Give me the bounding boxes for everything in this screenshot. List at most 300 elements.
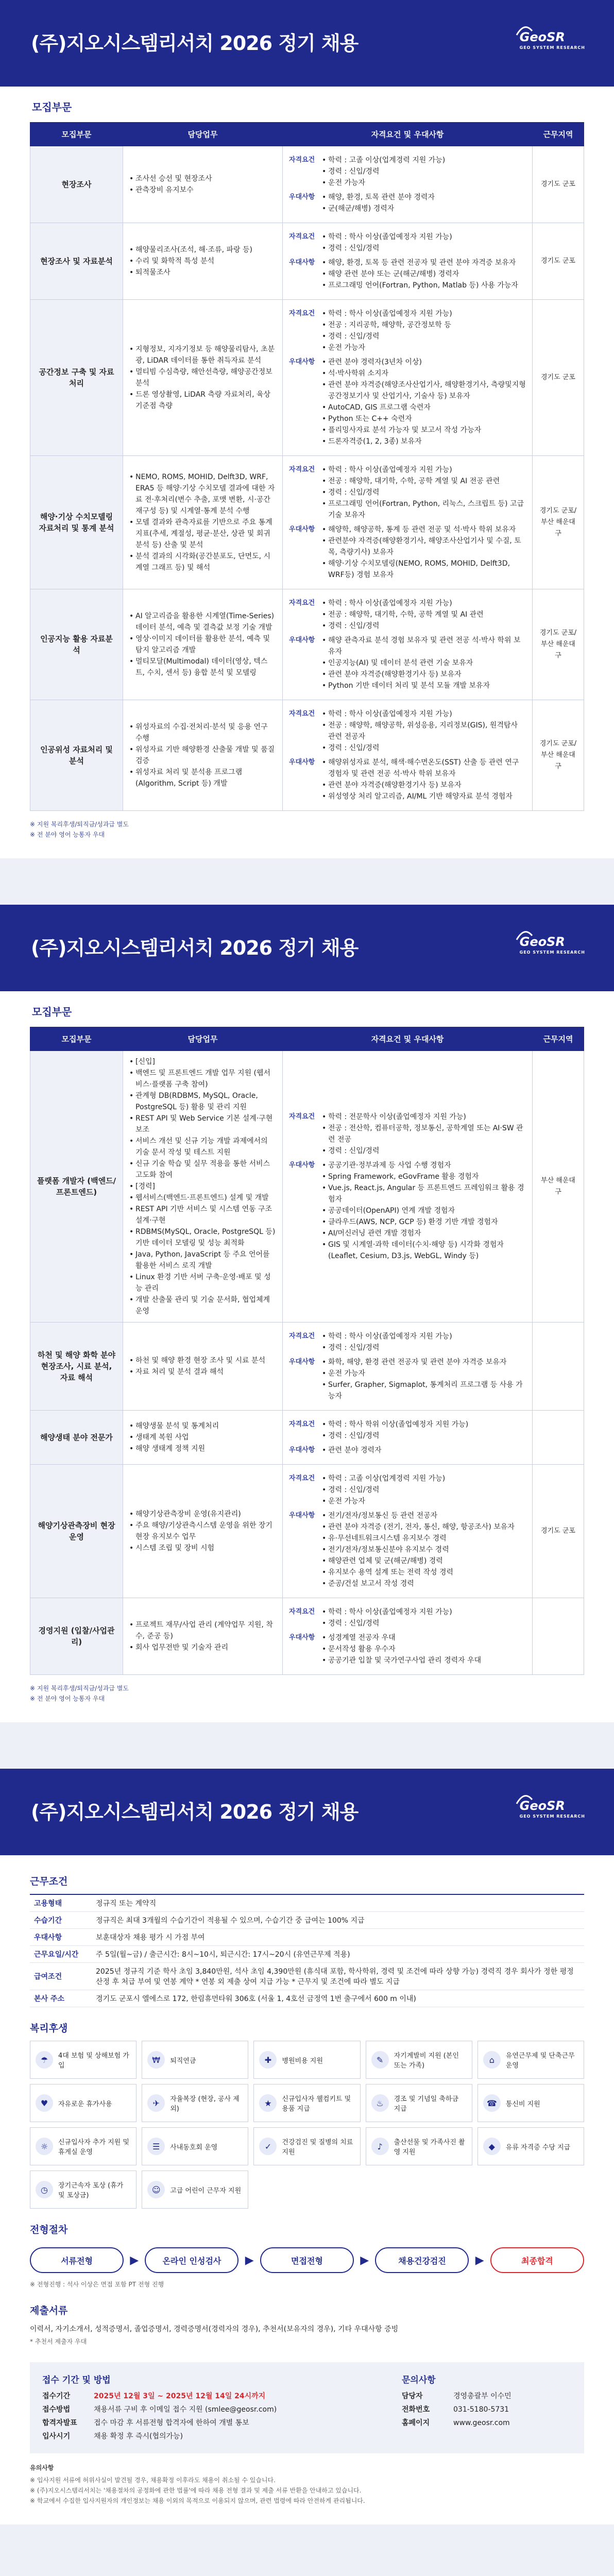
welfare-item [142,2127,248,2165]
pref-list [322,1632,481,1666]
dept-cell: 해양기상관측장비 현장운영 [30,1465,123,1598]
pref-item: • Surfer, Grapher, Sigmaplot, 통계처리 프로그램 등 사용 가능자 [322,1379,526,1402]
welfare-icon: ₩ [147,2051,165,2069]
condition-value: 정규직은 최대 3개월의 수습기간이 적용될 수 있으며, 수습기간 중 급여는 100% 지급 [92,1912,584,1929]
pref-list [322,357,526,447]
req-item: • 학력 : 학사 이상(졸업예정자 지원 가능) [322,598,484,609]
duty-cell [123,1323,283,1411]
welfare-item [477,2041,584,2079]
condition-key: 본사 주소 [30,1990,92,2007]
duty-list [129,344,276,412]
documents-note: * 추천서 제출자 우대 [30,2338,87,2345]
arrow-right-icon: ▶ [475,2253,484,2267]
req-item: • 학력 : 학사 이상(졸업예정자 지원 가능) [322,231,452,243]
welfare-item [366,2127,472,2165]
pref-item: • 공공데이터(OpenAPI) 연계 개발 경험자 [322,1205,526,1216]
req-item: • 학력 : 학사 이상(졸업예정자 지원 가능) [322,1606,452,1618]
contact-key: 홈페이지 [402,2419,430,2427]
logo-subtext: GEO SYSTEM RESEARCH [519,950,585,955]
contact-row [402,2389,572,2403]
table-row [30,589,584,700]
process-flow [30,2242,584,2276]
pref-list [322,1510,515,1589]
condition-row [30,1894,584,1912]
dept-cell: 해양·기상 수치모델링 자료처리 및 통계 분석 [30,456,123,589]
col-qual: 자격요건 및 우대사항 [283,1027,533,1051]
duty-item: • 서비스 개선 및 신규 기능 개발 과제에서의 기술 문서 작성 및 테스트 지원 [129,1136,276,1158]
dept-cell: 플랫폼 개발자 (백엔드/프론트엔드) [30,1051,123,1323]
duty-cell [123,456,283,589]
req-list [322,231,452,254]
welfare-label: 신규입사자 웰컴키트 및 용품 지급 [282,2095,351,2113]
pref-item: • Vue.js, React.js, Angular 등 프론트엔드 프레임워크 활용 경험자 [322,1182,526,1205]
req-group [289,231,526,254]
welfare-label: 유류 자격증 수당 지급 [505,2143,571,2151]
pref-item: • 해양·기상 수치모델링(NEMO, ROMS, MOHID, Delft3D, WRF등) 경험 보유자 [322,558,526,581]
page-title: (주)지오시스템리서치 2026 정기 채용 [31,1801,359,1823]
pref-tag: 우대사항 [289,1161,315,1169]
welfare-label: 경조 및 기념일 축하금 지급 [394,2095,459,2113]
welfare-icon: ✈ [147,2094,165,2112]
condition-row [30,1990,584,2007]
condition-value: 경기도 군포시 엘에스로 172, 한림휴먼타워 306호 (서울 1, 4호선 금정역 1번 출구에서 600 m 이내) [92,1990,584,2007]
apply-key: 입사시기 [42,2432,71,2441]
duty-list [129,1420,276,1454]
welfare-item [366,2084,472,2122]
welfare-label: 자유로운 휴가사용 [58,2100,112,2108]
condition-row [30,1963,584,1990]
welfare-item [253,2127,360,2165]
pref-item: • Spring Framework, eGovFrame 활용 경험자 [322,1171,526,1182]
apply-contact-box [30,2362,584,2453]
section-title-conditions: 근무조건 [30,1876,68,1887]
page-gap [0,1722,614,1769]
section-title-welfare: 복리후생 [30,2023,68,2034]
welfare-label: 출산선물 및 가족사진 촬영 지원 [394,2139,465,2156]
qual-cell [283,300,533,456]
process-step: 면접전형 [260,2247,354,2273]
req-tag: 자격요건 [289,710,315,718]
duty-item: • [신입] [129,1056,276,1067]
welfare-item [366,2041,472,2079]
apply-row [42,2416,391,2430]
table-row [30,456,584,589]
dept-cell: 인공위성 자료처리 및 분석 [30,700,123,811]
qual-cell [283,456,533,589]
pref-item: • 해양위성자료 분석, 해색·해수면온도(SST) 산출 등 관련 연구 경험자 및 관련 전공 석·박사 학위 보유자 [322,757,526,779]
note-line: ※ 전 분야 영어 능통자 우대 [30,831,105,838]
apply-value: 접수 마감 후 서류전형 합격자에 한하여 개별 통보 [94,2419,249,2427]
welfare-icon: ♪ [371,2138,389,2155]
qual-cell [283,1323,533,1411]
req-tag: 자격요건 [289,1113,315,1121]
dept-cell: 하천 및 해양 화학 분야 현장조사, 시료 분석, 자료 해석 [30,1323,123,1411]
duty-item: • 프로젝트 재무/사업 관리 (계약업무 지원, 착수, 준공 등) [129,1619,276,1642]
welfare-item [477,2127,584,2165]
pref-item: • 전기/전자/정보통신분야 유지보수 경력 [322,1544,515,1555]
welfare-label: 병원비용 지원 [282,2057,323,2065]
header-banner [0,1769,614,1855]
pref-item: • 해양관련 업체 및 군(해군/해병) 경력 [322,1555,515,1567]
req-item: • 경력 : 신입/경력 [322,620,484,632]
apply-row [42,2403,391,2416]
welfare-label: 퇴직연금 [170,2057,196,2065]
section-title-process: 전형절차 [30,2224,68,2235]
pref-tag: 우대사항 [289,358,315,366]
col-dept: 모집부문 [30,123,123,146]
req-group [289,598,526,632]
req-item: • 경력 : 신입/경력 [322,487,526,498]
logo-arc-icon [516,1793,533,1806]
req-list [322,464,526,521]
pref-tag: 우대사항 [289,1358,315,1366]
welfare-icon: ☼ [36,2138,53,2155]
pref-group [289,757,526,802]
loc-cell: 경기도 군포 [533,223,584,300]
recruit-table-2 [30,1027,584,1675]
condition-key: 우대사항 [30,1929,92,1946]
req-item: • 운전 가능자 [322,177,445,189]
apply-key: 접수방법 [42,2405,71,2414]
welfare-item [30,2171,137,2209]
duty-cell [123,589,283,700]
loc-cell: 경기도 군포 [533,1465,584,1598]
qual-cell [283,223,533,300]
col-qual: 자격요건 및 우대사항 [283,123,533,146]
condition-key: 급여조건 [30,1963,92,1990]
duty-cell [123,1598,283,1675]
req-item: • 경력 : 신입/경력 [322,166,445,177]
duty-cell [123,1411,283,1465]
loc-cell: 경기도 군포 [533,300,584,456]
note-line: ※ 지원 복리후생/퇴직금/성과급 별도 [30,821,129,828]
duty-item: • 지형정보, 지자기정보 등 해양물리탐사, 초분광, LiDAR 데이터를 통한 취득자료 분석 [129,344,276,366]
req-group [289,1606,526,1629]
req-list [322,598,484,632]
req-item: • 학력 : 고졸 이상(업계경력 지원 가능) [322,1473,445,1484]
pref-group [289,524,526,581]
pref-group [289,257,526,291]
loc-cell: 경기도 군포/ 부산 해운대구 [533,456,584,589]
pref-tag: 우대사항 [289,1512,315,1519]
company-logo [520,935,585,955]
welfare-item [30,2127,137,2165]
welfare-item [30,2084,137,2122]
pref-item: • 전기/전자/정보통신 등 관련 전공자 [322,1510,515,1521]
pref-group [289,1445,526,1456]
req-item: • 경력 : 신입/경력 [322,1145,526,1157]
duty-item: • 조사선 승선 및 현장조사 [129,173,276,184]
dept-cell: 현장조사 및 자료분석 [30,223,123,300]
duty-item: • 수리 및 화학적 특성 분석 [129,256,276,267]
apply-value: 채용서류 구비 후 이메일 접수 지원 (smlee@geosr.com) [94,2405,277,2414]
req-item: • 전공 : 해양학, 대기학, 수학, 공학 계열 및 AI 전공 관련 [322,476,526,487]
req-list [322,1331,452,1353]
duty-list [129,244,276,278]
pref-list [322,257,518,291]
duty-list [129,1355,276,1378]
apply-key: 합격자발표 [42,2419,77,2427]
table-row [30,1323,584,1411]
process-step: 온라인 인성검사 [145,2247,238,2273]
pref-item: • 유지보수 용역 설계 또는 전력 작성 경력 [322,1567,515,1578]
page-title: (주)지오시스템리서치 2026 정기 채용 [31,937,359,959]
welfare-label: 자율복장 (현장, 공사 제외) [170,2095,240,2113]
pref-group [289,192,526,214]
req-tag: 자격요건 [289,1332,315,1340]
section-title-recruit: 모집부문 [32,101,72,113]
pref-item: • 관련 분야 경력자(3년차 이상) [322,357,526,368]
duty-item: • RDBMS(MySQL, Oracle, PostgreSQL 등) 기반 데이터 모델링 및 성능 최적화 [129,1226,276,1249]
welfare-icon: ☎ [483,2094,501,2112]
logo-arc-icon [516,25,533,37]
duty-item: • 해양 생태계 정책 지원 [129,1443,276,1454]
welfare-icon: ☰ [147,2138,165,2155]
recruit-sheet-2 [0,905,614,1722]
duty-list [129,1509,276,1554]
company-logo [520,30,585,50]
contact-value: 경영총괄부 이수민 [453,2392,511,2400]
qual-cell [283,1411,533,1465]
loc-cell [533,1411,584,1465]
dept-cell: 인공지능 활용 자료분석 [30,589,123,700]
pref-tag: 우대사항 [289,636,315,644]
duty-item: • Java, Python, JavaScript 등 주요 언어를 활용한 서비스 로직 개발 [129,1249,276,1272]
welfare-item [30,2041,137,2079]
req-tag: 자격요건 [289,466,315,473]
req-list [322,1419,468,1442]
pref-item: • 드론자격증(1, 2, 3종) 보유자 [322,436,526,447]
duty-item: • 생태계 복원 사업 [129,1432,276,1443]
pref-item: • 인공지능(AI) 및 데이터 분석 관련 기술 보유자 [322,657,526,669]
duty-item: • 백엔드 및 프론트엔드 개발 업무 지원 (웹서비스·플랫폼 구축 참여) [129,1067,276,1090]
duty-item: • 멀티빔 수심측량, 해안선측량, 해양공간정보 분석 [129,366,276,389]
pref-item: • 성경계열 전공자 우대 [322,1632,481,1643]
logo-text: GeoSR [519,30,565,44]
duty-item: • REST API 기반 서비스 및 시스템 연동 구조 설계·구현 [129,1204,276,1226]
note-line: ※ 전 분야 영어 능통자 우대 [30,1695,105,1702]
duty-item: • 위성자료 처리 및 분석용 프로그램(Algorithm, Script 등) 개발 [129,767,276,789]
fine-print [30,2463,584,2506]
condition-key: 고용형태 [30,1894,92,1912]
welfare-label: 통신비 지원 [505,2100,540,2108]
req-group [289,155,526,189]
pref-item: • 공공기관·정부과제 등 사업 수행 경험자 [322,1160,526,1171]
contact-key: 전화번호 [402,2405,430,2414]
duty-item: • 자료 처리 및 분석 결과 해석 [129,1366,276,1378]
req-group [289,1331,526,1353]
req-tag: 자격요건 [289,310,315,317]
apply-key: 접수기간 [42,2392,71,2400]
req-tag: 자격요건 [289,1608,315,1616]
duty-item: • NEMO, ROMS, MOHID, Delft3D, WRF, ERA5 등 해양·기상 수치모델 결과에 대한 자료 전·후처리(변수 추출, 포맷 변환, 시·공간 재구성 등) 및 시계열·통계 분석 수행 [129,471,276,517]
req-item: • 운전 가능자 [322,1496,445,1507]
req-item: • 경력 : 신입/경력 [322,1618,452,1629]
req-list [322,1473,445,1507]
duty-item: • 시스템 조립 및 장비 시험 [129,1543,276,1554]
table-row [30,1051,584,1323]
pref-item: • 준공/건설 보고서 작성 경력 [322,1578,515,1589]
duty-list [129,721,276,789]
req-tag: 자격요건 [289,233,315,241]
pref-item: • 해양, 환경, 토목 등 관련 전공자 및 관련 분야 자격증 보유자 [322,257,518,268]
req-group [289,1473,526,1507]
welfare-icon: ★ [259,2094,277,2112]
duty-cell [123,1051,283,1323]
dept-cell: 경영지원 (입찰/사업관리) [30,1598,123,1675]
table-row [30,700,584,811]
pref-list [322,635,526,691]
qual-cell [283,146,533,223]
req-item: • 학력 : 학사 학위 이상(졸업예정자 지원 가능) [322,1419,468,1430]
contact-row [402,2403,572,2416]
duty-list [129,611,276,679]
duty-item: • 위성자료 기반 해양환경 산출물 개발 및 품질검증 [129,744,276,767]
contact-column [402,2372,572,2443]
pref-item: • 공공기관 입찰 및 국가연구사업 관리 경력자 우대 [322,1655,481,1666]
duty-item: • 영상·이미지 데이터를 활용한 분석, 예측 및 탐지 알고리즘 개발 [129,633,276,656]
pref-item: • 관련 분야 자격증(해양환경기사 등) 보유자 [322,779,526,791]
duty-item: • 모델 결과와 관측자료를 기반으로 주요 통계지표(추세, 계절성, 평균·분산, 상관 및 회귀분석 등) 산출 및 분석 [129,517,276,551]
pref-group [289,1160,526,1262]
req-item: • 경력 : 신입/경력 [322,1430,468,1442]
logo-text: GeoSR [519,1799,565,1813]
welfare-label: 고급 어린이 근무자 지원 [170,2187,242,2195]
req-list [322,1606,452,1629]
loc-cell [533,1598,584,1675]
duty-cell [123,700,283,811]
qual-cell [283,1051,533,1323]
duty-item: • 분석 결과의 시각화(공간분포도, 단면도, 시계열 그래프 등) 및 해석 [129,551,276,573]
condition-key: 수습기간 [30,1912,92,1929]
loc-cell: 경기도 군포 [533,146,584,223]
req-group [289,708,526,754]
conditions-table [30,1894,584,2007]
fine-line: ※ 학교에서 수집한 입사지원자의 개인정보는 채용 이외의 목적으로 이용되지 않으며, 관련 법령에 따라 안전하게 관리됩니다. [30,2497,365,2504]
loc-cell: 경기도 군포/ 부산 해운대구 [533,700,584,811]
welfare-item [253,2084,360,2122]
pref-tag: 우대사항 [289,259,315,266]
duty-item: • 드론 영상촬영, LiDAR 측량 자료처리, 육상기준점 측량 [129,389,276,412]
duty-item: • 주요 해양/기상관측시스템 운영을 위한 장기 현장 유지보수 업무 [129,1520,276,1543]
condition-value: 주 5일(월~금) / 출근시간: 8시~10시, 퇴근시간: 17시~20시 (유연근무제 적용) [92,1946,584,1963]
welfare-label: 자기계발비 지원 (본인 또는 가족) [394,2052,459,2070]
qual-cell [283,1465,533,1598]
pref-item: • 문서작성 활용 우수자 [322,1643,481,1655]
apply-value: 2025년 12월 3일 ~ 2025년 12월 14일 24시까지 [94,2392,266,2400]
duty-item: • 회사 업무전반 및 기술자 관리 [129,1642,276,1653]
req-list [322,708,526,754]
pref-item: • 관련 분야 경력자 [322,1445,382,1456]
pref-item: • 유·무선네트워크시스템 유지보수 경력 [322,1533,515,1544]
pref-list [322,1160,526,1262]
section-title-documents: 제출서류 [30,2305,68,2316]
pref-item: • 군(해군/해병) 경력자 [322,203,435,214]
pref-tag: 우대사항 [289,1446,315,1454]
dept-cell: 해양생태 분야 전문가 [30,1411,123,1465]
table-row [30,300,584,456]
apply-value: 채용 확정 후 즉시(협의가능) [94,2432,183,2441]
duty-item: • 개발 산출물 관리 및 기술 문서화, 협업체계 운영 [129,1294,276,1317]
welfare-item [142,2171,248,2209]
fine-print-title: 유의사항 [30,2464,54,2471]
welfare-icon: ◷ [36,2181,53,2198]
duty-item: • 멀티모달(Multimodal) 데이터(영상, 텍스트, 수치, 센서 등) 융합 분석 및 모델링 [129,656,276,679]
welfare-item [142,2041,248,2079]
duty-cell [123,223,283,300]
col-duty: 담당업무 [123,1027,283,1051]
duty-item: • 관계형 DB(RDBMS, MySQL, Oracle, PostgreSQL 등) 활용 및 관리 지원 [129,1090,276,1113]
req-item: • 학력 : 학사 이상(졸업예정자 지원 가능) [322,308,452,319]
fine-line: ※ (주)지오시스템리서치는 '채용절차의 공정화에 관한 법률'에 따라 채용 전형 결과 및 제출 서류 반환을 안내하고 있습니다. [30,2487,362,2494]
pref-item: • 운전 가능자 [322,1368,526,1379]
pref-item: • 위성영상 처리 알고리즘, AI/ML 기반 해양자료 분석 경험자 [322,791,526,802]
pref-item: • 프로그래밍 언어(Fortran, Python, Matlab 등) 사용 가능자 [322,280,518,291]
req-item: • 경력 : 신입/경력 [322,742,526,754]
req-item: • 학력 : 전문학사 이상(졸업예정자 지원 가능) [322,1111,526,1123]
condition-row [30,1929,584,1946]
col-duty: 담당업무 [123,123,283,146]
req-item: • 학력 : 학사 이상(졸업예정자 지원 가능) [322,1331,452,1342]
pref-item: • 관련 분야 자격증(해양조사산업기사, 해양환경기사, 측량및지형공간정보기사 및 산업기사, 기술사 등) 보유자 [322,379,526,402]
process-note: ※ 전형진행 : 석사 이상은 면접 포함 PT 전형 진행 [30,2281,164,2288]
pref-list [322,1445,382,1456]
welfare-icon: ☂ [36,2051,53,2069]
page-title: (주)지오시스템리서치 2026 정기 채용 [31,32,359,55]
welfare-grid [30,2041,584,2209]
condition-value: 2025년 정규직 기준 학사 초임 3,840만원, 석사 초임 4,390만원 (휴식대 포함, 학사학위, 경력 및 조건에 따라 상향 가능) 경력직 경우 회사가 정한 평정 산정 후 처급 부여 및 연봉 계약 * 연봉 외 제출 상여 지급 가능 * 근무지 및 조건에 따라 별도 지급 [92,1963,584,1990]
req-item: • 전공 : 해양학, 해양공학, 위성응용, 지리정보(GIS), 원격탐사 관련 전공자 [322,720,526,742]
duty-item: • 웹서비스(백엔드·프론트엔드) 설계 및 개발 [129,1192,276,1204]
table-row [30,223,584,300]
col-loc: 근무지역 [533,123,584,146]
req-group [289,308,526,353]
pref-item: • 관련 분야 자격증(해양환경기사 등) 보유자 [322,669,526,680]
req-item: • 학력 : 학사 이상(졸업예정자 지원 가능) [322,464,526,476]
table-row [30,1411,584,1465]
col-dept: 모집부문 [30,1027,123,1051]
condition-row [30,1946,584,1963]
note-line: ※ 지원 복리후생/퇴직금/성과급 별도 [30,1685,129,1692]
contact-row [402,2416,572,2430]
condition-value: 보훈대상자 채용 평가 시 가점 부여 [92,1929,584,1946]
req-group [289,1419,526,1442]
welfare-item [253,2041,360,2079]
section-title-apply: 접수 기간 및 방법 [42,2375,111,2385]
loc-cell: 부산 해운대구 [533,1051,584,1323]
pref-item: • 관련분야 자격증(해양환경기사, 해양조사산업기사 및 수질, 토목, 측량기사) 보유자 [322,535,526,558]
pref-tag: 우대사항 [289,193,315,201]
contact-value[interactable]: www.geosr.com [453,2419,510,2427]
req-group [289,1111,526,1157]
pref-item: • GIS 및 시계열·과학 데이터(수치·해양 등) 시각화 경험자 (Leaflet, Cesium, D3.js, WebGL, Windy 등) [322,1239,526,1262]
welfare-icon: ✚ [259,2051,277,2069]
duty-item: • 해양생물 분석 및 통계처리 [129,1420,276,1432]
loc-cell: 경기도 군포/ 부산 해운대구 [533,589,584,700]
table-row [30,146,584,223]
welfare-icon: ✓ [259,2138,277,2155]
welfare-icon: ♨ [371,2094,389,2112]
pref-item: • AutoCAD, GIS 프로그램 숙련자 [322,402,526,413]
req-item: • 운전 가능자 [322,342,452,353]
duty-item: • 위성자료의 수집·전처리·분석 및 응용 연구 수행 [129,721,276,744]
logo-subtext: GEO SYSTEM RESEARCH [519,1814,585,1819]
pref-list [322,192,435,214]
welfare-item [477,2084,584,2122]
duty-item: • 해양기상관측장비 운영(유지관리) [129,1509,276,1520]
contact-value: 031-5180-5731 [453,2405,509,2414]
recruit-table-1 [30,122,584,811]
